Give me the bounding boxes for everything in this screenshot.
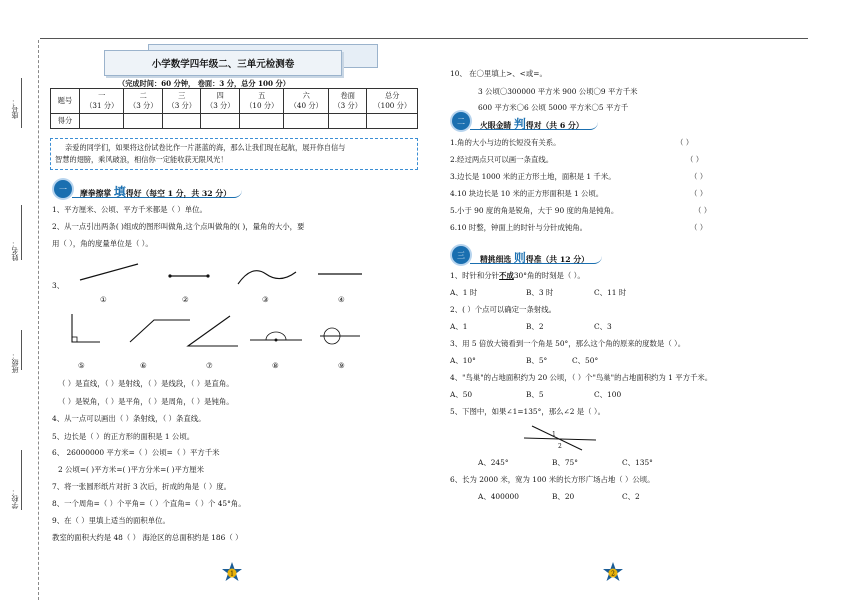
intro-box [50,138,418,170]
fill-q10b: 600 平方米〇6 公顷 5000 平方米〇5 平方千 [478,103,629,112]
score-cell[interactable] [284,114,328,129]
score-header-cell: 题号 [51,89,80,114]
score-header-cell: 一 （31 分） [80,89,124,114]
judge-item-4: 4.10 块边长是 10 米的正方形面积是 1 公顷。 [450,189,604,198]
choice-q4: 4、"鸟巢"的占地面积约为 20 公顷，（ ）个"鸟巢"的占地面积约为 1 平方千米。 [450,373,713,382]
fill-q3b: （ ）是锐角，（ ）是平角，（ ）是周角，（ ）是钝角。 [58,397,234,406]
fill-q5: 5、边长是（ ）的正方形的面积是 1 公顷。 [52,432,195,441]
choice-q1-opt-b[interactable]: B、3 时 [526,288,554,297]
score-header-cell: 四 （3 分） [201,89,240,114]
score-cell[interactable] [124,114,163,129]
figure-label-5: ⑤ [78,361,85,370]
section3-badge: 三 [452,246,470,264]
page-number-2: 2 [611,570,615,578]
angle-label-1: 1 [552,431,556,438]
choice-q2-opt-b[interactable]: B、2 [526,322,544,331]
score-cell[interactable] [239,114,283,129]
exam-title: 小学数学四年级二、三单元检测卷 [151,59,295,70]
side-underline-1 [21,78,22,128]
choice-q6: 6、长为 2000 米，宽为 100 米的长方形广场占地（ ）公顷。 [450,475,655,484]
side-underline-4 [21,450,22,510]
score-cell[interactable] [80,114,124,129]
intro-line-2: 智慧的翅膀，乘风破浪，相信你一定能收获无限风光！ [55,155,228,164]
choice-q5-opt-a[interactable]: A、245° [478,458,509,467]
fill-q2b: 用（ ），角的度量单位是（ ）。 [52,239,153,248]
judge-answer-4[interactable]: （ ） [690,189,708,198]
judge-answer-3[interactable]: （ ） [690,172,708,181]
choice-q6-opt-c[interactable]: C、2 [622,492,640,501]
score-cell[interactable] [201,114,240,129]
score-header-cell: 二 （3 分） [124,89,163,114]
score-value-row [51,114,418,129]
choice-q1: 1、时针和分针不成30°角的时刻是（ ）。 [450,271,585,280]
score-row-label: 得分 [51,114,80,129]
fill-q4: 4、从一点可以画出（ ）条射线，（ ）条直线。 [52,414,206,423]
section2-badge: 二 [452,112,470,130]
score-header-cell: 六 （40 分） [284,89,328,114]
title-banner [104,50,342,76]
choice-q3: 3、用 5 倍放大镜看到一个角是 50°，那么这个角的原来的度数是（ ）。 [450,339,686,348]
figures-row2 [60,310,370,358]
side-underline-3 [21,330,22,370]
figure-label-4: ④ [338,295,345,304]
choice-q4-opt-c[interactable]: C、100 [594,390,622,399]
side-underline-2 [21,205,22,260]
score-header-row [51,89,418,114]
fill-q10: 10、 在〇里填上>、<或=。 [450,69,547,78]
fill-q7: 7、将一张圆形纸片对折 3 次后，折成的角是（ ）度。 [52,482,232,491]
side-label-school: 学校： [11,488,19,509]
figure-label-9: ⑨ [338,361,345,370]
score-cell[interactable] [162,114,201,129]
judge-item-2: 2.经过两点只可以画一条直线。 [450,155,554,164]
choice-q3-opt-c[interactable]: C、50° [572,356,599,365]
fill-q6a: 6、 26000000 平方米=（ ）公顷=（ ）平方千米 [52,448,220,457]
fill-q9: 9、在（ ）里填上适当的面积单位。 [52,516,170,525]
judge-item-6: 6.10 时整，钟面上的时针与分针成钝角。 [450,223,588,232]
figure-label-3: ③ [262,295,269,304]
score-cell[interactable] [328,114,367,129]
score-table [50,88,418,130]
choice-q1-opt-a[interactable]: A、1 时 [450,288,478,297]
fill-q8: 8、一个周角=（ ）个平角=（ ）个直角=（ ）个 45°角。 [52,499,246,508]
choice-q5: 5、下图中，如果∠1=135°，那么∠2 是（ ）。 [450,407,605,416]
judge-answer-1[interactable]: （ ） [676,138,694,147]
angle-label-2: 2 [558,443,562,450]
figure-label-8: ⑧ [272,361,279,370]
score-header-cell: 三 （3 分） [162,89,201,114]
exam-info: （完成时间：60 分钟， 卷面：3 分，总分 100 分） [118,79,290,88]
figure-3-curve [238,271,296,284]
figure-7-acute [188,316,238,346]
binding-line [38,40,39,600]
figure-label-2: ② [182,295,189,304]
figure-label-6: ⑥ [140,361,147,370]
choice-q5-figure [520,420,600,454]
judge-item-1: 1.角的大小与边的长短没有关系。 [450,138,561,147]
figures-row1 [70,258,370,308]
judge-answer-2[interactable]: （ ） [686,155,704,164]
section2-title: 火眼金睛 判得对（共 6 分） [480,117,584,131]
fill-q1: 1、平方厘米、公顷、平方千米都是（ ）单位。 [52,205,207,214]
score-header-cell: 卷面 （3 分） [328,89,367,114]
fill-q2a: 2、从一点引出两条( )组成的图形叫做角,这个点叫做角的( )，量角的大小，要 [52,222,305,231]
fill-q3a: （ ）是直线，（ ）是射线，（ ）是线段，（ ）是直角。 [58,379,234,388]
top-rule [40,38,808,39]
figure-5-right-angle [72,314,100,342]
choice-q2-opt-a[interactable]: A、1 [450,322,468,331]
choice-q2-opt-c[interactable]: C、3 [594,322,612,331]
page-number-1: 1 [230,570,234,578]
figure-1-ray [80,264,138,280]
side-label-name: 姓名： [11,240,19,261]
choice-q2: 2、( ）个点可以确定一条射线。 [450,305,557,314]
fill-q6b: 2 公顷=( )平方米=( )平方分米=( )平方厘米 [58,465,205,474]
figure-6-obtuse [130,320,190,342]
choice-q4-opt-b[interactable]: B、5 [526,390,544,399]
choice-q3-opt-b[interactable]: B、5° [526,356,548,365]
fill-q9b: 教室的面积大约是 48（ ） 海沧区的总面积约是 186（ ） [52,533,243,542]
choice-q6-opt-b[interactable]: B、20 [552,492,575,501]
score-header-cell: 五 （10 分） [239,89,283,114]
score-cell[interactable] [367,114,418,129]
judge-answer-6[interactable]: （ ） [690,223,708,232]
fill-q10a: 3 公顷〇300000 平方米 900 公顷〇9 平方千米 [478,87,638,96]
figure-label-7: ⑦ [206,361,213,370]
side-label-class: 班级： [11,352,19,373]
judge-item-5: 5.小于 90 度的角是锐角，大于 90 度的角是钝角。 [450,206,619,215]
judge-answer-5[interactable]: （ ） [694,206,712,215]
side-label-seat: 座号： [11,98,19,119]
page-number-1-star [221,562,243,584]
section1-title: 摩拳擦掌 填得好（每空 1 分，共 32 分） [80,185,232,199]
score-header-cell: 总分 （100 分） [367,89,418,114]
intro-line-1: 亲爱的同学们，如果将这份试卷比作一片湛蓝的海，那么让我们现在起航，展开你自信与 [65,143,346,152]
choice-q3-opt-a[interactable]: A、10° [450,356,476,365]
page-number-2-star [602,562,624,584]
section3-title: 精挑细选 则得准（共 12 分） [480,251,589,265]
fill-q3: 3、 [52,281,65,290]
judge-item-3: 3.边长是 1000 米的正方形土地，面积是 1 千米。 [450,172,616,181]
choice-q1-opt-c[interactable]: C、11 时 [594,288,627,297]
choice-q5-opt-b[interactable]: B、75° [552,458,578,467]
figure-label-1: ① [100,295,107,304]
choice-q6-opt-a[interactable]: A、400000 [478,492,519,501]
choice-q5-opt-c[interactable]: C、135° [622,458,653,467]
choice-q4-opt-a[interactable]: A、50 [450,390,473,399]
section1-badge: 一 [54,180,72,198]
